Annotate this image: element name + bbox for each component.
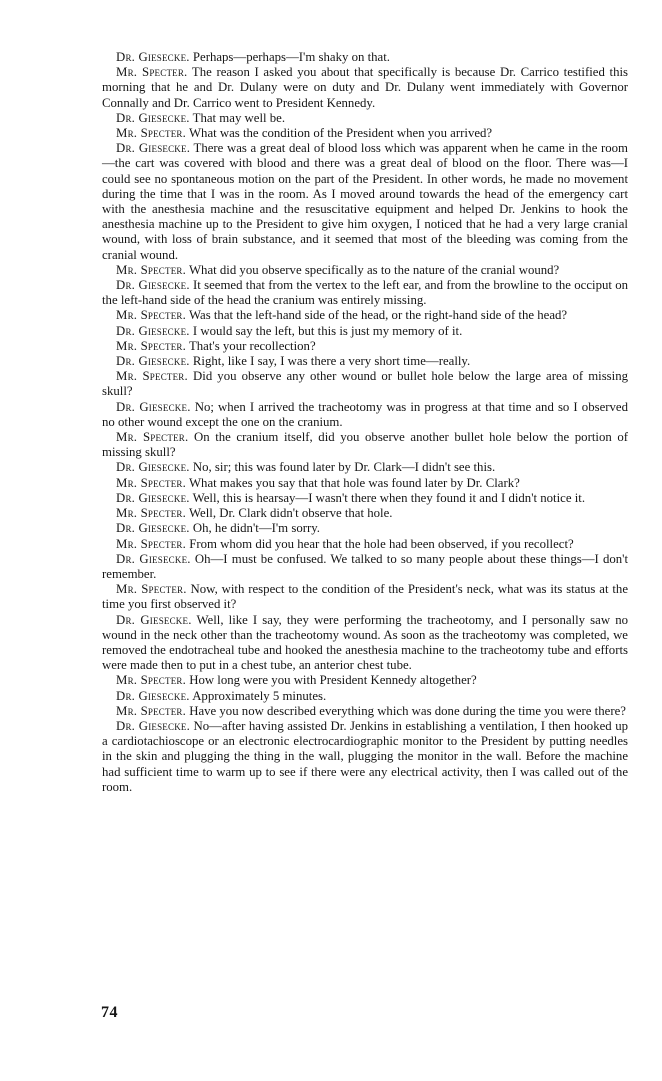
testimony-paragraph — [102, 339, 628, 354]
speaker-name: Mr. Specter. — [116, 262, 186, 277]
testimony-paragraph — [102, 278, 628, 308]
testimony-paragraph — [102, 430, 628, 460]
speaker-name: Mr. Specter. — [116, 369, 188, 384]
testimony-text: Was that the left-hand side of the head, or the right-hand side of the head? — [188, 308, 568, 323]
testimony-paragraph — [102, 126, 628, 141]
testimony-text: No—after having assisted Dr. Jenkins in establishing a ventilation, I then hooked up a cardiotachioscope or an electronic electrocardiographic monitor to the President by putting needles in the skin and plugging the thing in the wall, plugging the monitor in the wall. Before the machine had sufficient time to warm up to see if there were any electrical activity, then I was called out of the room. — [102, 718, 628, 794]
speaker-name: Dr. Giesecke. — [116, 460, 190, 475]
testimony-text: Have you now described everything which was done during the time you were there? — [189, 703, 626, 718]
speaker-name: Mr. Specter. — [116, 582, 187, 597]
testimony-paragraph — [102, 506, 628, 521]
testimony-paragraph — [102, 369, 628, 399]
speaker-name: Mr. Specter. — [116, 536, 186, 551]
speaker-name: Mr. Specter. — [116, 308, 186, 323]
testimony-text: That may well be. — [192, 110, 286, 125]
testimony-paragraph — [102, 50, 628, 65]
testimony-text: The reason I asked you about that specifically is because Dr. Carrico testified this morning that he and Dr. Dulany were on duty and Dr. Dulany went immediately with Governor Connally and Dr. Carrico went to President Kennedy. — [102, 65, 629, 110]
testimony-text: Oh—I must be confused. We talked to so many people about these things—I don't remember. — [102, 551, 629, 581]
speaker-name: Mr. Specter. — [116, 338, 186, 353]
testimony-text: That's your recollection? — [188, 338, 316, 353]
testimony-paragraph — [102, 689, 628, 704]
speaker-name: Mr. Specter. — [116, 430, 189, 445]
testimony-text: What was the condition of the President when you arrived? — [188, 126, 493, 141]
transcript-page — [102, 50, 628, 795]
testimony-text: It seemed that from the vertex to the left ear, and from the browline to the occiput on the left-hand side of the head the cranium was entirely missing. — [102, 278, 628, 308]
testimony-text: I would say the left, but this is just my memory of it. — [192, 323, 463, 338]
testimony-paragraph — [102, 521, 628, 536]
testimony-paragraph — [102, 719, 628, 795]
testimony-paragraph — [102, 476, 628, 491]
testimony-text: No; when I arrived the tracheotomy was in progress at that time and so I observed no other wound except the one on the cranium. — [102, 399, 628, 429]
speaker-name: Dr. Giesecke. — [116, 490, 190, 505]
speaker-name: Dr. Giesecke. — [116, 50, 190, 64]
testimony-text: No, sir; this was found later by Dr. Clark—I didn't see this. — [192, 460, 496, 475]
testimony-paragraph — [102, 537, 628, 552]
testimony-text: Oh, he didn't—I'm sorry. — [192, 521, 321, 536]
testimony-text: On the cranium itself, did you observe another bullet hole below the portion of missing skull? — [102, 430, 628, 460]
testimony-paragraph — [102, 704, 628, 719]
speaker-name: Mr. Specter. — [116, 673, 186, 688]
testimony-text: Well, like I say, they were performing the tracheotomy, and I personally saw no wound in the neck other than the tracheotomy wound. As soon as the tracheotomy was completed, we removed the endotracheal tube and hooked the anesthesia machine to the tracheotomy tube and efforts were made then to put in a chest tube, an anterior chest tube. — [102, 612, 628, 673]
testimony-text: Did you observe any other wound or bullet hole below the large area of missing skull? — [102, 369, 629, 399]
speaker-name: Dr. Giesecke. — [116, 399, 191, 414]
testimony-paragraph — [102, 141, 628, 263]
speaker-name: Dr. Giesecke. — [116, 521, 190, 536]
testimony-text: Now, with respect to the condition of the President's neck, what was its status at the time you first observed it? — [102, 582, 628, 612]
page-number: 74 — [101, 1004, 118, 1021]
speaker-name: Dr. Giesecke. — [116, 278, 190, 293]
speaker-name: Dr. Giesecke. — [116, 141, 191, 156]
testimony-paragraph — [102, 460, 628, 475]
testimony-paragraph — [102, 673, 628, 688]
speaker-name: Dr. Giesecke. — [116, 718, 190, 733]
speaker-name: Mr. Specter. — [116, 703, 186, 718]
testimony-paragraph — [102, 111, 628, 126]
testimony-text: Right, like I say, I was there a very short time—really. — [192, 354, 471, 369]
testimony-text: How long were you with President Kennedy altogether? — [189, 673, 477, 688]
speaker-name: Dr. Giesecke. — [116, 323, 190, 338]
testimony-paragraph — [102, 582, 628, 612]
speaker-name: Dr. Giesecke. — [116, 110, 190, 125]
testimony-text: From whom did you hear that the hole had been observed, if you recollect? — [189, 536, 574, 551]
testimony-text: Well, this is hearsay—I wasn't there when they found it and I didn't notice it. — [192, 490, 586, 505]
speaker-name: Mr. Specter. — [116, 65, 188, 80]
testimony-text: There was a great deal of blood loss which was apparent when he came in the room—the cart was covered with blood and there was a great deal of blood on the floor. There was—I could see no spontaneous motion on the part of the President. In other words, he made no movement during the time that I was in the room. As I moved around towards the head of the emergency cart with the anesthesia machine and the resuscitative equipment and helped Dr. Jenkins to hook the anesthesia machine up to the President to give him oxygen, I noticed that he had a very large cranial wound, with loss of brain substance, and it seemed that most of the bleeding was coming from the cranial wound. — [102, 141, 628, 262]
testimony-paragraph — [102, 65, 628, 111]
testimony-paragraph — [102, 263, 628, 278]
testimony-text: Well, Dr. Clark didn't observe that hole. — [188, 506, 393, 521]
testimony-paragraph — [102, 613, 628, 674]
testimony-text: Approximately 5 minutes. — [192, 688, 327, 703]
testimony-text: What makes you say that that hole was found later by Dr. Clark? — [188, 475, 520, 490]
speaker-name: Mr. Specter. — [116, 475, 186, 490]
testimony-paragraph — [102, 308, 628, 323]
speaker-name: Dr. Giesecke. — [116, 551, 191, 566]
testimony-paragraph — [102, 552, 628, 582]
testimony-paragraph — [102, 491, 628, 506]
testimony-text: Perhaps—perhaps—I'm shaky on that. — [192, 50, 390, 64]
speaker-name: Dr. Giesecke. — [116, 354, 190, 369]
testimony-paragraph — [102, 324, 628, 339]
speaker-name: Dr. Giesecke. — [116, 612, 192, 627]
testimony-text: What did you observe specifically as to the nature of the cranial wound? — [188, 262, 560, 277]
testimony-paragraph — [102, 400, 628, 430]
speaker-name: Mr. Specter. — [116, 126, 186, 141]
testimony-paragraph — [102, 354, 628, 369]
speaker-name: Dr. Giesecke. — [116, 688, 190, 703]
speaker-name: Mr. Specter. — [116, 506, 186, 521]
